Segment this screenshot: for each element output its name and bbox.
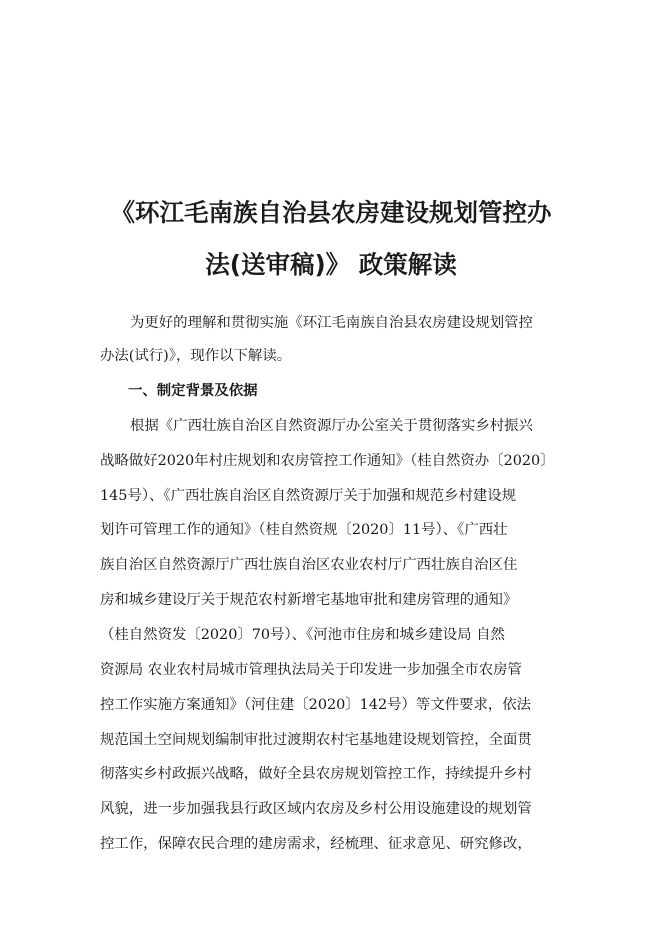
body-line: 控工作，保障农民合理的建房需求，经梳理、征求意见、研究修改，: [100, 836, 532, 852]
body-line: 房和城乡建设厅关于规范农村新增宅基地审批和建房管理的通知》: [100, 592, 518, 608]
section-heading: 一、制定背景及依据: [128, 383, 258, 399]
body-line: （桂自然资发〔2020〕70号）、《河池市住房和城乡建设局 自然: [100, 627, 505, 643]
body-line: 风貌，进一步加强我县行政区域内农房及乡村公用设施建设的规划管: [100, 801, 532, 817]
document-title-line-1: 《环江毛南族自治县农房建设规划管控办: [110, 198, 552, 227]
body-line: 根据《广西壮族自治区自然资源厅办公室关于贯彻落实乡村振兴: [130, 418, 533, 434]
intro-line: 办法(试行)》，现作以下解读。: [100, 348, 292, 364]
body-line: 战略做好2020年村庄规划和农房管控工作通知》（桂自然资办〔2020〕: [100, 453, 555, 469]
body-line: 资源局 农业农村局城市管理执法局关于印发进一步加强全市农房管: [100, 662, 522, 678]
body-line: 规范国土空间规划编制审批过渡期农村宅基地建设规划管控，全面贯: [100, 732, 532, 748]
document-title-line-2: 法(送审稿)》 政策解读: [205, 250, 457, 279]
intro-line: 为更好的理解和贯彻实施《环江毛南族自治县农房建设规划管控: [130, 315, 533, 331]
body-line: 彻落实乡村政振兴战略，做好全县农房规划管控工作，持续提升乡村: [100, 766, 532, 782]
body-line: 控工作实施方案通知》（河住建〔2020〕142号）等文件要求，依法: [100, 697, 532, 713]
body-line: 族自治区自然资源厅广西壮族自治区农业农村厅广西壮族自治区住: [100, 557, 518, 573]
body-line: 划许可管理工作的通知》（桂自然资规〔2020〕11号）、《广西壮: [100, 522, 508, 538]
body-line: 145号）、《广西壮族自治区自然资源厅关于加强和规范乡村建设规: [100, 488, 517, 504]
